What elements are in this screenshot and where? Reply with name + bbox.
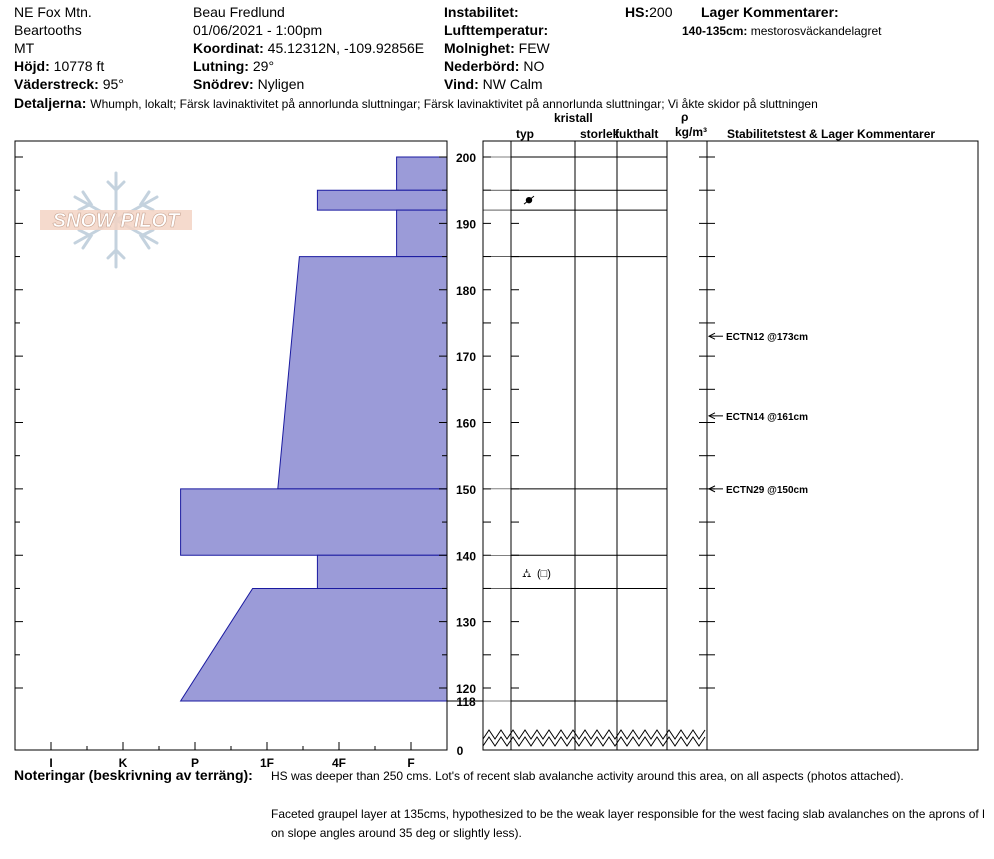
aspect: Väderstreck: 95° (14, 76, 124, 92)
state: MT (14, 40, 35, 56)
crystal-header: kristall (554, 111, 593, 125)
hardness-layer-7 (181, 588, 447, 701)
type-header: typ (516, 127, 534, 141)
notes-line-1: HS was deeper than 250 cms. Lot's of recent slab avalanche activity around this area, on all aspects (photos attached). (271, 769, 904, 783)
graupel-icon (524, 196, 534, 204)
hardness-layer-6 (317, 555, 447, 588)
datetime: 01/06/2021 - 1:00pm (193, 22, 323, 38)
svg-text:SNOW PILOT: SNOW PILOT (52, 210, 180, 232)
wind-loading: Snödrev: Nyligen (193, 76, 305, 92)
layer-comment: 140-135cm: mestorosväckandelagret (682, 24, 882, 38)
hardness-label-P: P (190, 756, 200, 770)
details: Detaljerna: Whumph, lokalt; Färsk lavinaktivitet på annorlunda sluttningar; Färsk lavinaktivitet på annorlunda sluttningar; Vi åkte skidor på sluttningen (14, 95, 818, 111)
depth-label-0: 0 (456, 744, 464, 758)
break-zigzag-1 (483, 730, 705, 739)
break-zigzag-2 (483, 737, 705, 746)
depth-label-150: 150 (455, 482, 477, 497)
snow-height: HS:200 (625, 4, 673, 20)
crystal-symbols (522, 196, 551, 580)
instability: Instabilitet: (444, 4, 519, 20)
depth-label-130: 130 (455, 615, 477, 630)
depth-label-180: 180 (455, 283, 477, 298)
depth-label-120: 120 (455, 682, 477, 696)
depth-label-140: 140 (455, 549, 477, 564)
sky-cover: Molnighet: FEW (444, 40, 550, 56)
hardness-axis (49, 742, 447, 770)
hardness-label-4F: 4F (331, 756, 347, 770)
density-header: kg/m³ (675, 125, 708, 139)
hardness-layer-4 (278, 257, 447, 489)
rho-header: ρ (681, 110, 689, 124)
notes-line-3: on slope angles around 35 deg or slightly less). (271, 826, 522, 840)
test-label-3: ECTN29 @150cm (726, 484, 809, 496)
size-header: storlek (580, 127, 620, 141)
hardness-label-I: I (49, 756, 53, 770)
hardness-label-F: F (407, 756, 415, 770)
stability-tests (709, 332, 808, 496)
moisture-header: fukthalt (615, 127, 659, 141)
location: NE Fox Mtn. (14, 4, 92, 20)
notes-label: Noteringar (beskrivning av terräng): (14, 767, 253, 783)
depth-label-160: 160 (455, 416, 477, 431)
depth-label-190: 190 (455, 217, 477, 232)
depth-label-200: 200 (455, 151, 477, 165)
hardness-label-1F: 1F (259, 756, 275, 770)
crystal-glyph: ⛼ (522, 565, 532, 580)
precipitation: Nederbörd: NO (444, 58, 545, 74)
observer: Beau Fredlund (193, 4, 285, 20)
stability-header: Stabilitetstest & Lager Kommentarer (727, 127, 936, 141)
hardness-layer-1 (397, 157, 447, 190)
coordinates: Koordinat: 45.12312N, -109.92856E (193, 40, 425, 56)
test-label-1: ECTN12 @173cm (726, 332, 809, 344)
crystal-secondary-label: (□) (537, 567, 551, 580)
depth-label-118: 118 (456, 695, 476, 709)
hardness-layer-3 (397, 210, 447, 256)
hardness-layer-5 (181, 489, 447, 555)
hardness-label-K: K (118, 756, 128, 770)
depth-label-170: 170 (455, 350, 477, 365)
slope-angle: Lutning: 29° (193, 58, 275, 74)
profile-frame (483, 141, 978, 750)
graupel-facet-icon (522, 566, 551, 580)
test-label-2: ECTN14 @161cm (726, 411, 809, 423)
layer-comments-title: Lager Kommentarer: (701, 4, 839, 20)
notes-line-2: Faceted graupel layer at 135cms, hypothesized to be the weak layer responsible for the west facing slab avalanches on the aprons of l (271, 807, 985, 821)
wind: Vind: NW Calm (444, 76, 543, 92)
air-temperature: Lufttemperatur: (444, 22, 549, 38)
elevation: Höjd: 10778 ft (14, 58, 105, 74)
range: Beartooths (14, 22, 82, 38)
hardness-layer-2 (317, 190, 447, 210)
chart-frames (15, 141, 978, 750)
hardness-profile (181, 157, 447, 701)
